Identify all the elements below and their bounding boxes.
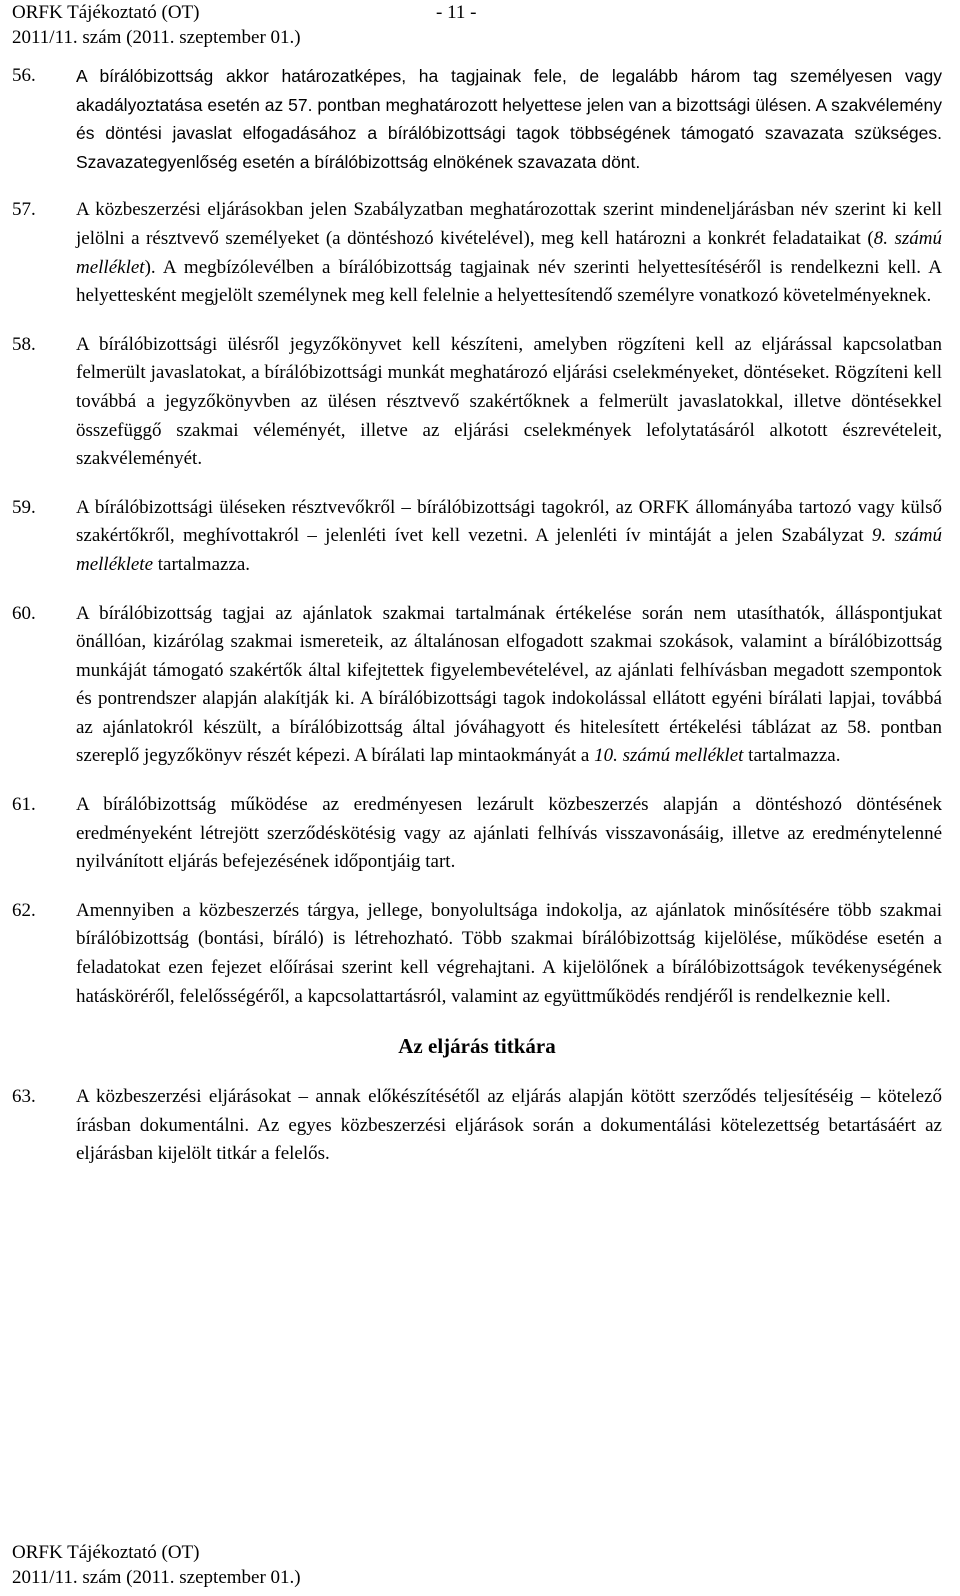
section-title: Az eljárás titkára bbox=[398, 1034, 556, 1059]
paragraph-text-part: tartalmazza. bbox=[743, 745, 841, 767]
paragraph-number: 60. bbox=[12, 602, 36, 624]
paragraph-60 bbox=[12, 600, 942, 772]
paragraph-text: A bírálóbizottság akkor határozatképes, ha tagjainak fele, de legalább három tag személyesen vagy akadályoztatása esetén az 57. pontban meghatározott helyettese jelen van a bizottsági ülésen. A szakvélemény és döntési javaslat elfogadásához a bírálóbizottsági tagok többségének támogató szavazata szükséges. Szavazategyenlőség esetén a bírálóbizottság elnökének szavazata dönt. bbox=[76, 66, 942, 172]
header-issue: 2011/11. szám (2011. szeptember 01.) bbox=[12, 27, 301, 48]
paragraph-text-part: A közbeszerzési eljárásokban jelen Szabályzatban meghatározottak szerint mindeneljárásban név szerint ki kell jelölni a résztvevő személyeket (a döntéshozó kivételével), meg kell határozni a konkrét feladataikat ( bbox=[76, 199, 942, 249]
paragraph-text-part: ). A megbízólevélben a bírálóbizottság tagjainak név szerinti helyettesítéséről is rendelkezni kell. A helyettesként megjelölt személynek meg kell felelnie a helyettesítendő személyre vonatkozó követelményeknek. bbox=[76, 256, 942, 307]
paragraph-text bbox=[76, 600, 942, 772]
paragraph-text: Amennyiben a közbeszerzés tárgya, jellege, bonyolultsága indokolja, az ajánlatok minősítésére több szakmai bírálóbizottság (bontási, bíráló) is létrehozható. Több szakmai bírálóbizottság kijelölése, működése esetén a feladatokat ezen fejezet előírásai szerint kell végrehajtani. A kijelölőnek a bírálóbizottságok tevékenységének hatásköréről, felelősségéről, a kapcsolattartásról, valamint az együttműködés rendjéről is rendelkeznie kell. bbox=[76, 899, 942, 1007]
annex-reference: 9. számú melléklete bbox=[76, 525, 942, 575]
paragraph-61 bbox=[12, 791, 942, 877]
paragraph-62 bbox=[12, 897, 942, 1011]
paragraph-text: A közbeszerzési eljárásokat – annak előkészítésétől az eljárás alapján kötött szerződés teljesítéséig – kötelező írásban dokumentálni. Az egyes közbeszerzési eljárások során a dokumentálási kötelezettség betartásáért az eljárásban kijelölt titkár a felelős. bbox=[76, 1086, 942, 1165]
paragraph-number: 62. bbox=[12, 899, 36, 921]
paragraph-number: 59. bbox=[12, 496, 36, 518]
paragraph-59 bbox=[12, 494, 942, 580]
paragraph-number: 57. bbox=[12, 199, 36, 221]
paragraph-number: 56. bbox=[12, 65, 36, 86]
annex-reference: 10. számú melléklet bbox=[594, 745, 744, 767]
paragraph-text-part: A bírálóbizottság tagjai az ajánlatok szakmai tartalmának értékelése során nem utasíthatók, álláspontjukat önállóan, kizárólag szakmai ismereteik, az általánosan elfogadott szakmai szokások, valamint a bírálóbizottság munkáját támogató szakértők által kifejtettek figyelembevételével, az ajánlati felhívásban megadott szempontok és pontrendszer alapján alakítják ki. A bírálóbizottsági tagok indokolással ellátott egyéni bírálati lapjai, továbbá az ajánlatokról készült, a bírálóbizottság által jóváhagyott és hitelesített értékelési táblázat az 58. pontban szereplő jegyzőkönyv részét képezi. A bírálati lap mintaokmányát a bbox=[76, 602, 942, 767]
footer-publication: ORFK Tájékoztató (OT) bbox=[12, 1542, 200, 1563]
paragraph-text bbox=[76, 196, 942, 310]
paragraph-56 bbox=[12, 62, 942, 176]
paragraph-57 bbox=[12, 196, 942, 310]
paragraph-text bbox=[76, 494, 942, 580]
paragraph-number: 61. bbox=[12, 794, 36, 816]
paragraph-text-part: A bírálóbizottsági üléseken résztvevőkről – bírálóbizottsági tagokról, az ORFK állományába tartozó vagy külső szakértőkről, meghívottakról – jelenléti ívet kell vezetni. A jelenléti ív mintáját a jelen Szabályzat bbox=[76, 496, 942, 547]
paragraph-number: 58. bbox=[12, 333, 36, 355]
paragraph-text: A bírálóbizottsági ülésről jegyzőkönyvet kell készíteni, amelyben rögzíteni kell az eljárással kapcsolatban felmerült javaslatokat, a bírálóbizottsági munkát meghatározó eljárási cselekményeket, döntéseket. Rögzíteni kell továbbá a jegyzőkönyvben az ülésen résztvevő szakértőknek a felmerült javaslatokkal, illetve döntésekkel összefüggő szakmai véleményét, illetve az eljárási cselekmények lefolytatásáról alkotott észrevételeit, szakvéleményét. bbox=[76, 333, 942, 470]
paragraph-text-part: tartalmazza. bbox=[153, 553, 251, 575]
paragraph-63 bbox=[12, 1083, 942, 1169]
footer-issue: 2011/11. szám (2011. szeptember 01.) bbox=[12, 1567, 301, 1588]
paragraph-text: A bírálóbizottság működése az eredményesen lezárult közbeszerzés alapján a döntéshozó döntésének eredményeként létrejött szerződéskötésig vagy az ajánlati felhívás visszavonásáig, illetve az eredménytelenné nyilvánított eljárás befejezésének időpontjáig tart. bbox=[76, 794, 942, 873]
page-header bbox=[12, 0, 612, 50]
paragraph-number: 63. bbox=[12, 1086, 36, 1108]
document-body bbox=[12, 62, 942, 1189]
page-number: - 11 - bbox=[436, 2, 477, 23]
page-footer bbox=[12, 1540, 612, 1590]
annex-reference: 8. számú melléklet bbox=[76, 227, 943, 278]
header-publication: ORFK Tájékoztató (OT) bbox=[12, 2, 200, 23]
paragraph-58 bbox=[12, 331, 942, 474]
